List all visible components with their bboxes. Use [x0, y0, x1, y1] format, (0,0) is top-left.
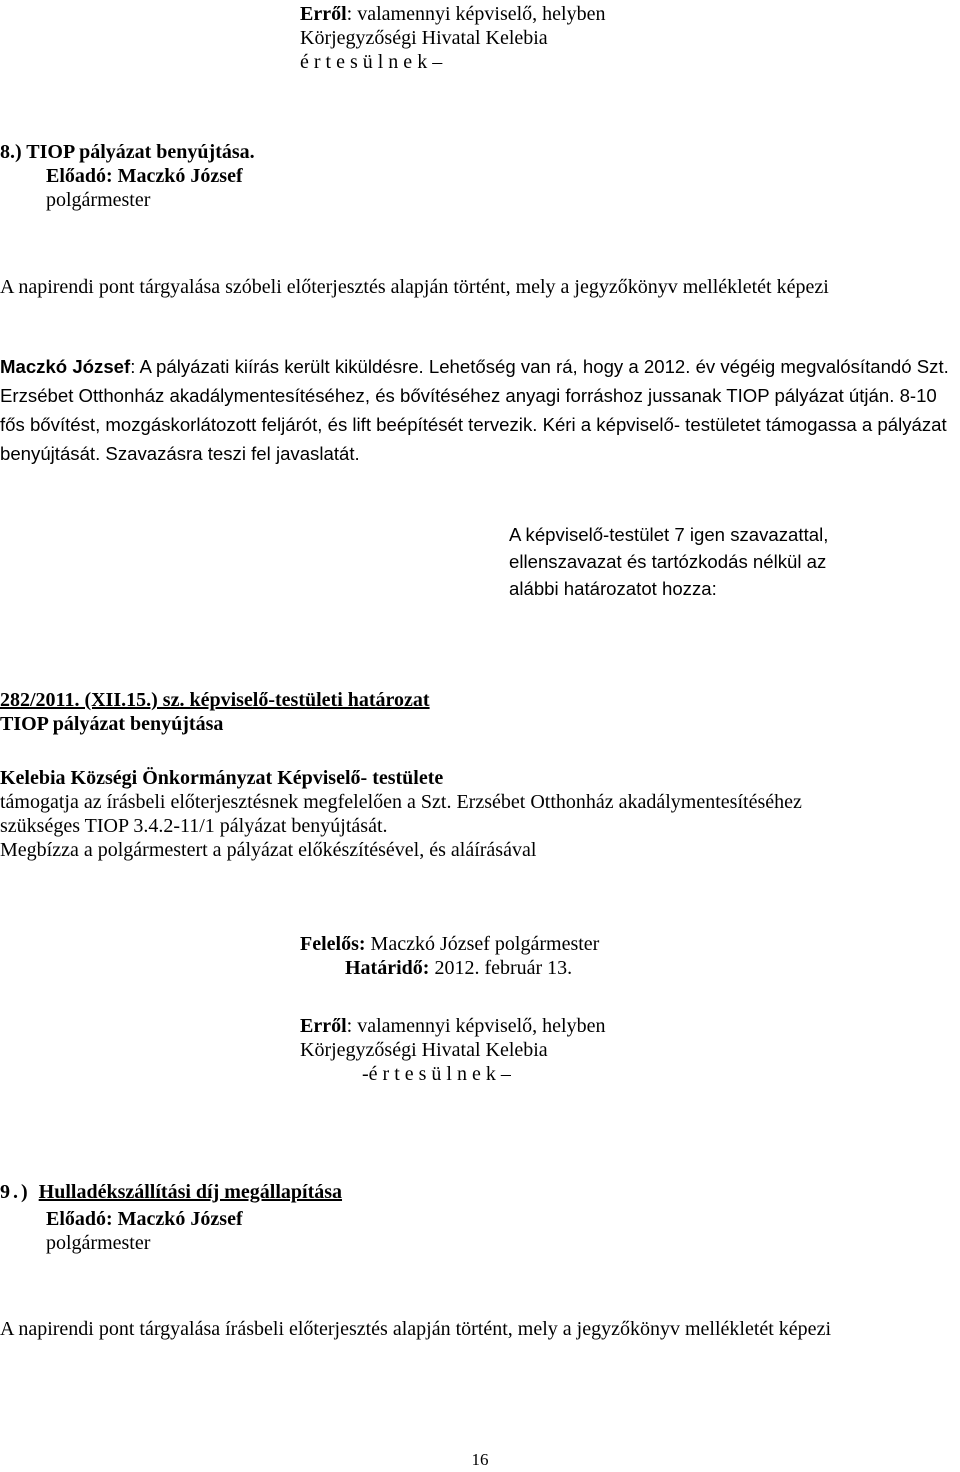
presenter-name: Előadó: Maczkó József	[46, 165, 243, 187]
responsibility-block	[300, 932, 599, 980]
distribution-text-2: : valamennyi képviselő, helyben	[346, 1015, 606, 1037]
procedure-paragraph: A napirendi pont tárgyalása szóbeli előterjesztés alapján történt, mely a jegyzőkönyv mellékletét képezi	[0, 276, 829, 298]
speech-paragraph	[0, 352, 960, 468]
speaker-name: Maczkó József	[0, 356, 131, 377]
speech-text: : A pályázati kiírás került kiküldésre. Lehetőség van rá, hogy a 2012. év végéig megvalósítandó Szt. Erzsébet Otthonház akadálymentesítéséhez, és bővítéséhez anyagi forráshoz jussanak TIOP pályázat útján. 8-10 fős bővítést, mozgáskorlátozott feljárót, és lift beépítését tervezik. Kéri a képviselő- testületet támogassa a pályázat benyújtását. Szavazásra teszi fel javaslatát.	[0, 356, 949, 464]
resolution-heading	[0, 688, 430, 712]
notify-text-2: -é r t e s ü l n e k –	[362, 1063, 511, 1085]
notify-text: é r t e s ü l n e k –	[300, 51, 443, 73]
presenter-name-9: Előadó: Maczkó József	[46, 1208, 243, 1230]
agenda-item-9-title: 9.) Hulladékszállítási díj megállapítása	[0, 1181, 343, 1203]
vote-result: A képviselő-testület 7 igen szavazattal, ellenszavazat és tartózkodás nélkül az alábbi határozatot hozza:	[509, 524, 829, 599]
presenter-role: polgármester	[46, 189, 151, 211]
responsible-value: Maczkó József polgármester	[365, 933, 600, 955]
deadline-value: 2012. február 13.	[429, 957, 573, 979]
distribution-block-bottom	[300, 1014, 605, 1086]
office-name: Körjegyzőségi Hivatal Kelebia	[300, 27, 548, 49]
resolution-number: 282/2011. (XII.15.) sz. képviselő-testületi határozat	[0, 689, 430, 711]
presenter-block-9	[46, 1207, 243, 1255]
procedure-paragraph-9: A napirendi pont tárgyalása írásbeli előterjesztés alapján történt, mely a jegyzőkönyv mellékletét képezi	[0, 1318, 831, 1340]
page-number: 16	[471, 1450, 489, 1469]
deadline-label: Határidő:	[345, 957, 430, 979]
office-name-2: Körjegyzőségi Hivatal Kelebia	[300, 1039, 548, 1061]
distribution-text: : valamennyi képviselő, helyben	[346, 3, 606, 25]
responsible-label: Felelős:	[300, 933, 366, 955]
distribution-label-2: Erről	[300, 1015, 347, 1037]
presenter-block	[46, 164, 243, 212]
presenter-role-9: polgármester	[46, 1232, 151, 1254]
distribution-block-top	[300, 2, 605, 74]
agenda-item-title: 8.) TIOP pályázat benyújtása.	[0, 141, 255, 163]
resolution-subject: TIOP pályázat benyújtása	[0, 713, 224, 735]
resolution-text: támogatja az írásbeli előterjesztésnek megfelelően a Szt. Erzsébet Otthonház akadálymentesítéséhez szükséges TIOP 3.4.2-11/1 pályázat benyújtását. Megbízza a polgármestert a pályázat előkészítésével, és aláírásával	[0, 791, 802, 861]
distribution-label: Erről	[300, 3, 347, 25]
resolution-body-name: Kelebia Községi Önkormányzat Képviselő- testülete	[0, 767, 444, 789]
